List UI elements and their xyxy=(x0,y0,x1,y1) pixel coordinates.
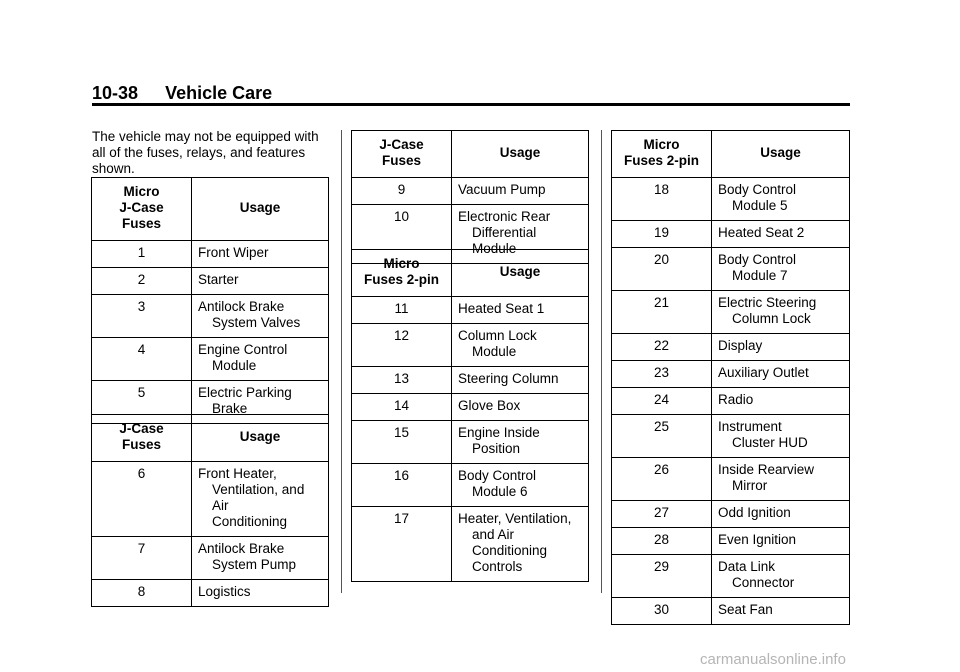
usage-line: Controls xyxy=(472,559,523,574)
table-row xyxy=(612,361,850,388)
table-row xyxy=(612,555,850,598)
table-row xyxy=(92,241,329,268)
usage-line: Odd Ignition xyxy=(718,505,791,520)
usage-line: Heater, Ventilation, xyxy=(458,511,572,526)
table-row xyxy=(612,291,850,334)
usage-line: Module 6 xyxy=(472,484,528,499)
fuse-usage xyxy=(712,528,850,555)
fuse-number: 22 xyxy=(612,334,712,361)
fuse-usage xyxy=(712,178,850,221)
fuse-number: 2 xyxy=(92,268,192,295)
usage-line: Glove Box xyxy=(458,398,521,413)
fuse-usage xyxy=(452,324,589,367)
fuse-usage xyxy=(192,295,329,338)
fuse-number: 30 xyxy=(612,598,712,625)
table-row xyxy=(352,297,589,324)
micro-fuses-2-pin-table-continued xyxy=(611,130,850,625)
usage-line: Electronic Rear xyxy=(458,209,551,224)
usage-line: Auxiliary Outlet xyxy=(718,365,809,380)
fuse-number: 8 xyxy=(92,580,192,607)
usage-line: Logistics xyxy=(198,584,251,599)
usage-line: Body Control xyxy=(718,182,797,197)
fuse-usage xyxy=(192,338,329,381)
usage-line: Conditioning xyxy=(472,543,548,558)
usage-line: Module xyxy=(472,344,517,359)
usage-line: Front Heater, xyxy=(198,466,277,481)
fuse-usage xyxy=(712,598,850,625)
table-row xyxy=(352,507,589,582)
fuse-number: 27 xyxy=(612,501,712,528)
fuse-usage xyxy=(712,415,850,458)
table-header-row xyxy=(352,250,589,297)
usage-line: Body Control xyxy=(718,252,797,267)
usage-line: Even Ignition xyxy=(718,532,797,547)
fuse-number: 16 xyxy=(352,464,452,507)
column-divider xyxy=(601,130,602,593)
usage-line: Brake xyxy=(212,401,248,416)
table-row xyxy=(612,598,850,625)
fuse-usage xyxy=(452,394,589,421)
fuse-number: 1 xyxy=(92,241,192,268)
usage-line: System Valves xyxy=(212,315,301,330)
table-row xyxy=(92,338,329,381)
fuse-usage xyxy=(452,464,589,507)
watermark: carmanualsonline.info xyxy=(700,651,846,668)
table-row xyxy=(612,248,850,291)
table-row xyxy=(352,367,589,394)
fuse-usage xyxy=(712,388,850,415)
fuse-number: 5 xyxy=(92,381,192,424)
table-row xyxy=(612,501,850,528)
usage-line: Module 5 xyxy=(732,198,788,213)
column-header-usage: Usage xyxy=(192,415,329,462)
column-header-usage: Usage xyxy=(452,131,589,178)
fuse-number: 15 xyxy=(352,421,452,464)
usage-line: Antilock Brake xyxy=(198,541,285,556)
table-row xyxy=(352,394,589,421)
usage-line: Differential Module xyxy=(472,225,537,256)
usage-line: Position xyxy=(472,441,521,456)
table-row xyxy=(92,268,329,295)
page-header xyxy=(92,83,272,104)
fuse-usage xyxy=(192,580,329,607)
table-row xyxy=(612,528,850,555)
table-header-row xyxy=(352,131,589,178)
usage-line: Vacuum Pump xyxy=(458,182,546,197)
usage-line: Data Link xyxy=(718,559,776,574)
fuse-usage xyxy=(712,361,850,388)
fuse-usage xyxy=(712,501,850,528)
fuse-number: 24 xyxy=(612,388,712,415)
fuse-number: 21 xyxy=(612,291,712,334)
column-header-fuse: Micro Fuses 2-pin xyxy=(612,131,712,178)
fuse-usage xyxy=(452,367,589,394)
column-header-fuse: J-Case Fuses xyxy=(92,415,192,462)
usage-line: Engine Control xyxy=(198,342,288,357)
fuse-number: 4 xyxy=(92,338,192,381)
table-header-row xyxy=(92,415,329,462)
fuse-number: 19 xyxy=(612,221,712,248)
fuse-number: 14 xyxy=(352,394,452,421)
fuse-usage xyxy=(712,458,850,501)
fuse-number: 17 xyxy=(352,507,452,582)
table-row xyxy=(612,178,850,221)
table-row xyxy=(92,580,329,607)
section-title: Vehicle Care xyxy=(165,83,273,103)
usage-line: Engine Inside xyxy=(458,425,540,440)
usage-line: Column Lock xyxy=(458,328,537,343)
fuse-usage xyxy=(712,555,850,598)
usage-line: Body Control xyxy=(458,468,537,483)
table-row xyxy=(352,421,589,464)
table-row xyxy=(92,295,329,338)
fuse-number: 3 xyxy=(92,295,192,338)
usage-line: Ventilation, and Air xyxy=(212,482,305,513)
usage-line: Heated Seat 1 xyxy=(458,301,545,316)
usage-line: Cluster HUD xyxy=(732,435,808,450)
table-header-row xyxy=(612,131,850,178)
usage-line: Mirror xyxy=(732,478,768,493)
table-row xyxy=(92,537,329,580)
fuse-number: 25 xyxy=(612,415,712,458)
fuse-usage xyxy=(452,421,589,464)
table-row xyxy=(612,415,850,458)
usage-line: Steering Column xyxy=(458,371,559,386)
usage-line: Module 7 xyxy=(732,268,788,283)
column-header-usage: Usage xyxy=(712,131,850,178)
fuse-usage xyxy=(192,462,329,537)
fuse-number: 12 xyxy=(352,324,452,367)
usage-line: Column Lock xyxy=(732,311,811,326)
column-header-fuse: Micro J-Case Fuses xyxy=(92,178,192,241)
fuse-usage xyxy=(452,297,589,324)
fuse-number: 28 xyxy=(612,528,712,555)
j-case-fuses-table xyxy=(91,414,329,607)
usage-line: Seat Fan xyxy=(718,602,773,617)
table-row xyxy=(352,178,589,205)
column-header-usage: Usage xyxy=(452,250,589,297)
fuse-usage xyxy=(712,248,850,291)
column-header-fuse: J-Case Fuses xyxy=(352,131,452,178)
micro-j-case-fuses-table xyxy=(91,177,329,424)
fuse-usage xyxy=(192,241,329,268)
fuse-usage xyxy=(452,507,589,582)
usage-line: Starter xyxy=(198,272,239,287)
usage-line: Display xyxy=(718,338,763,353)
fuse-usage xyxy=(712,334,850,361)
usage-line: Radio xyxy=(718,392,754,407)
intro-text: The vehicle may not be equipped with all of the fuses, relays, and features shown. xyxy=(92,129,319,176)
fuse-number: 18 xyxy=(612,178,712,221)
usage-line: Module xyxy=(212,358,257,373)
fuse-number: 11 xyxy=(352,297,452,324)
column-header-usage: Usage xyxy=(192,178,329,241)
fuse-number: 9 xyxy=(352,178,452,205)
fuse-usage xyxy=(452,178,589,205)
table-row xyxy=(612,334,850,361)
column-header-fuse: Micro Fuses 2-pin xyxy=(352,250,452,297)
usage-line: Antilock Brake xyxy=(198,299,285,314)
fuse-number: 20 xyxy=(612,248,712,291)
table-row xyxy=(612,458,850,501)
table-row xyxy=(92,462,329,537)
header-rule xyxy=(92,103,850,106)
fuse-number: 13 xyxy=(352,367,452,394)
fuse-usage xyxy=(192,268,329,295)
usage-line: Electric Parking xyxy=(198,385,292,400)
fuse-number: 23 xyxy=(612,361,712,388)
column-divider xyxy=(341,130,342,593)
table-row xyxy=(612,388,850,415)
usage-line: Instrument xyxy=(718,419,782,434)
table-header-row xyxy=(92,178,329,241)
fuse-usage xyxy=(192,537,329,580)
fuse-number: 6 xyxy=(92,462,192,537)
table-row xyxy=(352,464,589,507)
usage-line: Heated Seat 2 xyxy=(718,225,805,240)
fuse-number: 26 xyxy=(612,458,712,501)
usage-line: and Air xyxy=(472,527,515,542)
fuse-number: 29 xyxy=(612,555,712,598)
page-number: 10-38 xyxy=(92,83,139,103)
fuse-number: 10 xyxy=(352,205,452,264)
usage-line: Electric Steering xyxy=(718,295,817,310)
usage-line: Conditioning xyxy=(212,514,288,529)
usage-line: Inside Rearview xyxy=(718,462,815,477)
micro-fuses-2-pin-table xyxy=(351,249,589,582)
j-case-fuses-table-continued xyxy=(351,130,589,264)
table-row xyxy=(612,221,850,248)
fuse-usage xyxy=(712,291,850,334)
fuse-usage xyxy=(712,221,850,248)
table-row xyxy=(352,324,589,367)
usage-line: Connector xyxy=(732,575,795,590)
usage-line: Front Wiper xyxy=(198,245,269,260)
fuse-number: 7 xyxy=(92,537,192,580)
usage-line: System Pump xyxy=(212,557,297,572)
